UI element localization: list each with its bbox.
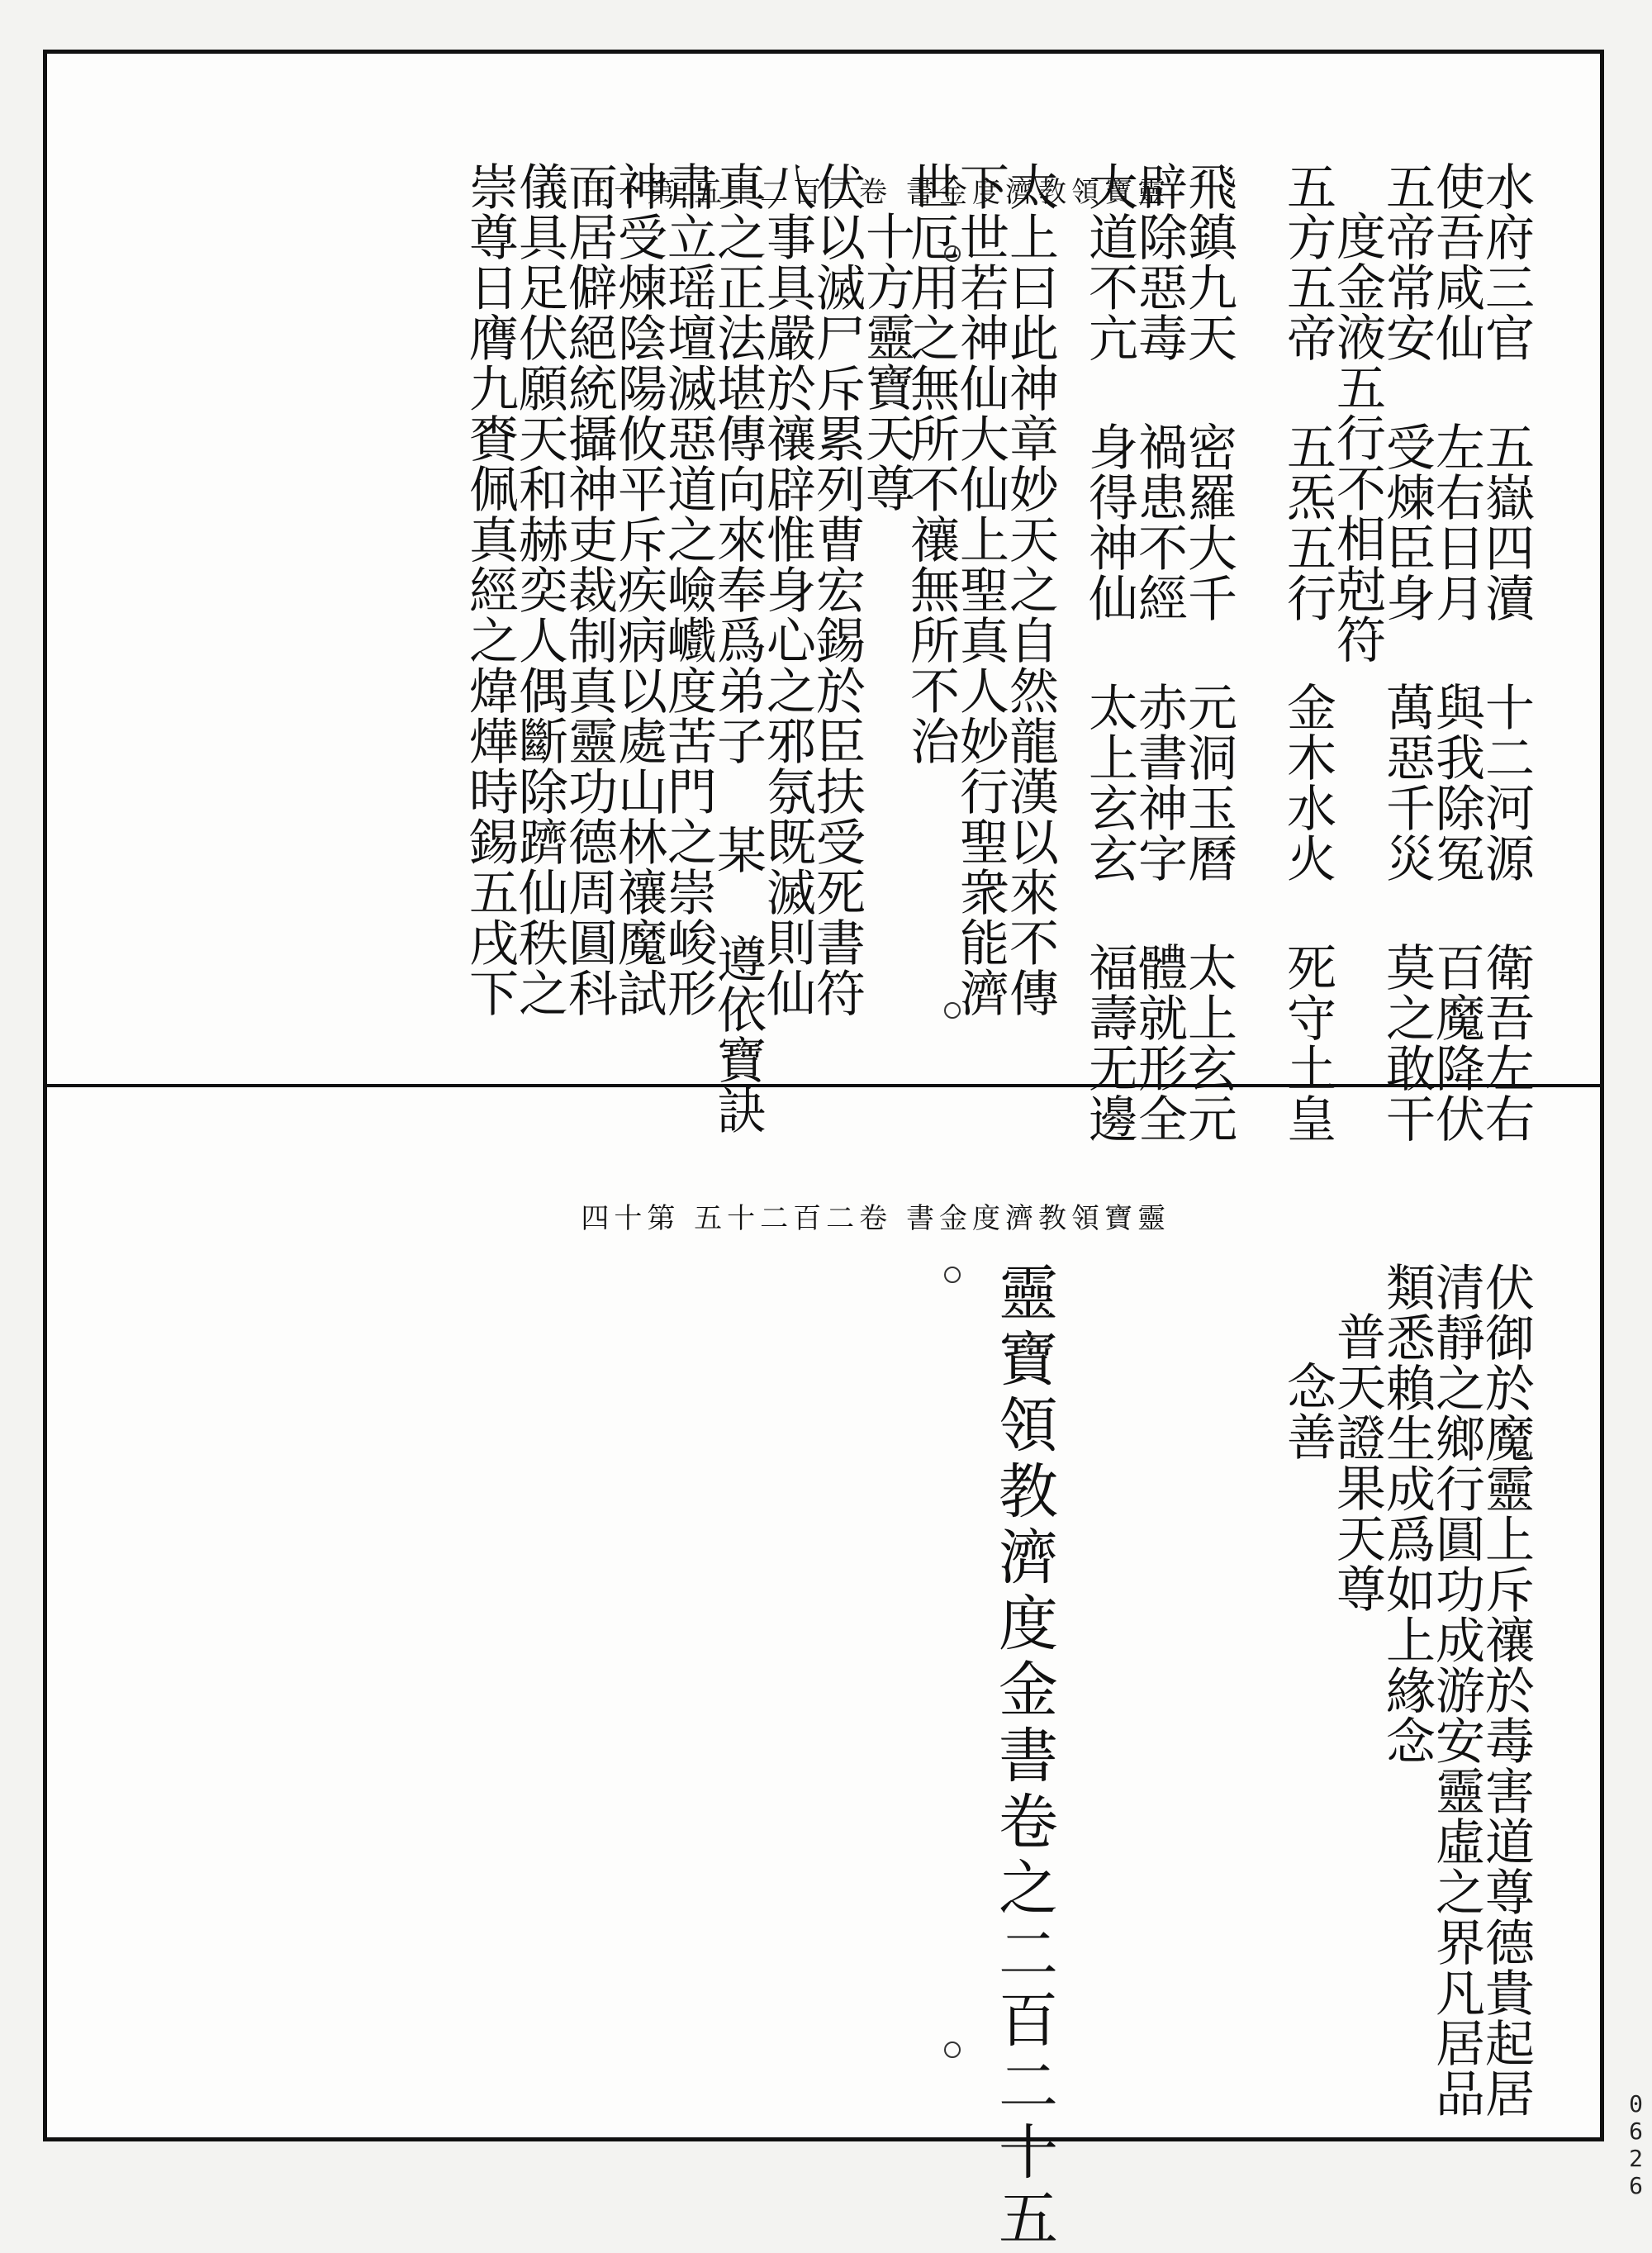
- text-column: 使吾咸仙 左右日月 與我除冤 百魔降伏: [1427, 161, 1485, 1143]
- text-column: 而居僻絕統攝神吏裁制真靈功德周圓科: [560, 161, 618, 1018]
- text-column: 辟除惡毒 禍患不經 赤書神字 體就形全: [1130, 161, 1188, 1143]
- page-divider: [47, 1084, 1600, 1087]
- chapter-title: 靈寶領教濟度金書卷之二百二十五: [989, 1262, 1058, 2253]
- running-head-upper: 靈寶領教濟度金書 卷二百二十五 第十三: [581, 176, 1170, 209]
- text-column: 大道不亢 身得神仙 太上玄玄 福壽无邊: [1080, 161, 1138, 1143]
- text-column: 度金液五行不相尅符: [1328, 211, 1386, 664]
- text-column: 崇尊日膺九賚佩真經之煒燁時錫五戌下: [461, 161, 519, 1018]
- text-column: 神受煉陰陽攸平斥疾病以處山林禳魔試: [610, 161, 667, 1018]
- text-column: 五方五帝 五炁五行 金木水火 死守土皇: [1279, 161, 1336, 1143]
- text-column: 肅立瑶壇滅惡道之嶮巇度苦門之崇峻形: [659, 161, 717, 1018]
- circle-mark: [944, 2041, 961, 2058]
- page-frame: [43, 50, 1604, 2253]
- text-column: 儀具足伏願天和赫奕人偶斷除躋仙秩之: [510, 161, 568, 1018]
- page-number: 0626: [1622, 2090, 1650, 2199]
- text-column: 太上曰此神章妙天之自然龍漢以來不傳: [1001, 161, 1059, 1018]
- circle-mark: [944, 1267, 961, 1283]
- circle-mark: [944, 245, 961, 262]
- text-column: 普天證果天尊: [1328, 1311, 1386, 1614]
- text-column: 五帝常安 受煉臣身 萬惡千災 莫之敢干: [1378, 161, 1436, 1143]
- circle-mark: [944, 1002, 961, 1019]
- text-column: 真之正法堪傳向來奉爲弟子 某 遵依寶訣: [709, 161, 767, 1135]
- text-column: 水府三官 五嶽四瀆 十二河源 衛吾左右: [1477, 161, 1535, 1143]
- text-column: 念善: [1279, 1361, 1336, 1462]
- text-column: 八事具嚴於禳辟惟身心之邪氛既滅則仙: [758, 161, 816, 1018]
- text-column: 飛鎮九天 密羅大千 元洞玉曆 太上玄元: [1180, 161, 1237, 1143]
- running-head-lower: 靈寶領教濟度金書 卷二百二十五 第十四: [581, 1202, 1170, 1235]
- text-column: 類悉賴生成爲如上緣念: [1378, 1262, 1436, 1766]
- text-column: 世厄用之無所不禳無所不治: [902, 161, 960, 766]
- text-column: 十方靈寶天尊: [857, 211, 915, 513]
- text-column: 清靜之鄉行圓功成游安靈虛之界凡居品: [1427, 1262, 1485, 2118]
- text-column: 下世若神仙大仙上聖真人妙行聖衆能濟: [952, 161, 1009, 1018]
- text-column: 伏御於魔靈上斥禳於毒害道尊德貴起居: [1477, 1262, 1535, 2118]
- text-column: 伏以滅尸斥累列曹宏錫於臣扶受死書符: [808, 161, 866, 1018]
